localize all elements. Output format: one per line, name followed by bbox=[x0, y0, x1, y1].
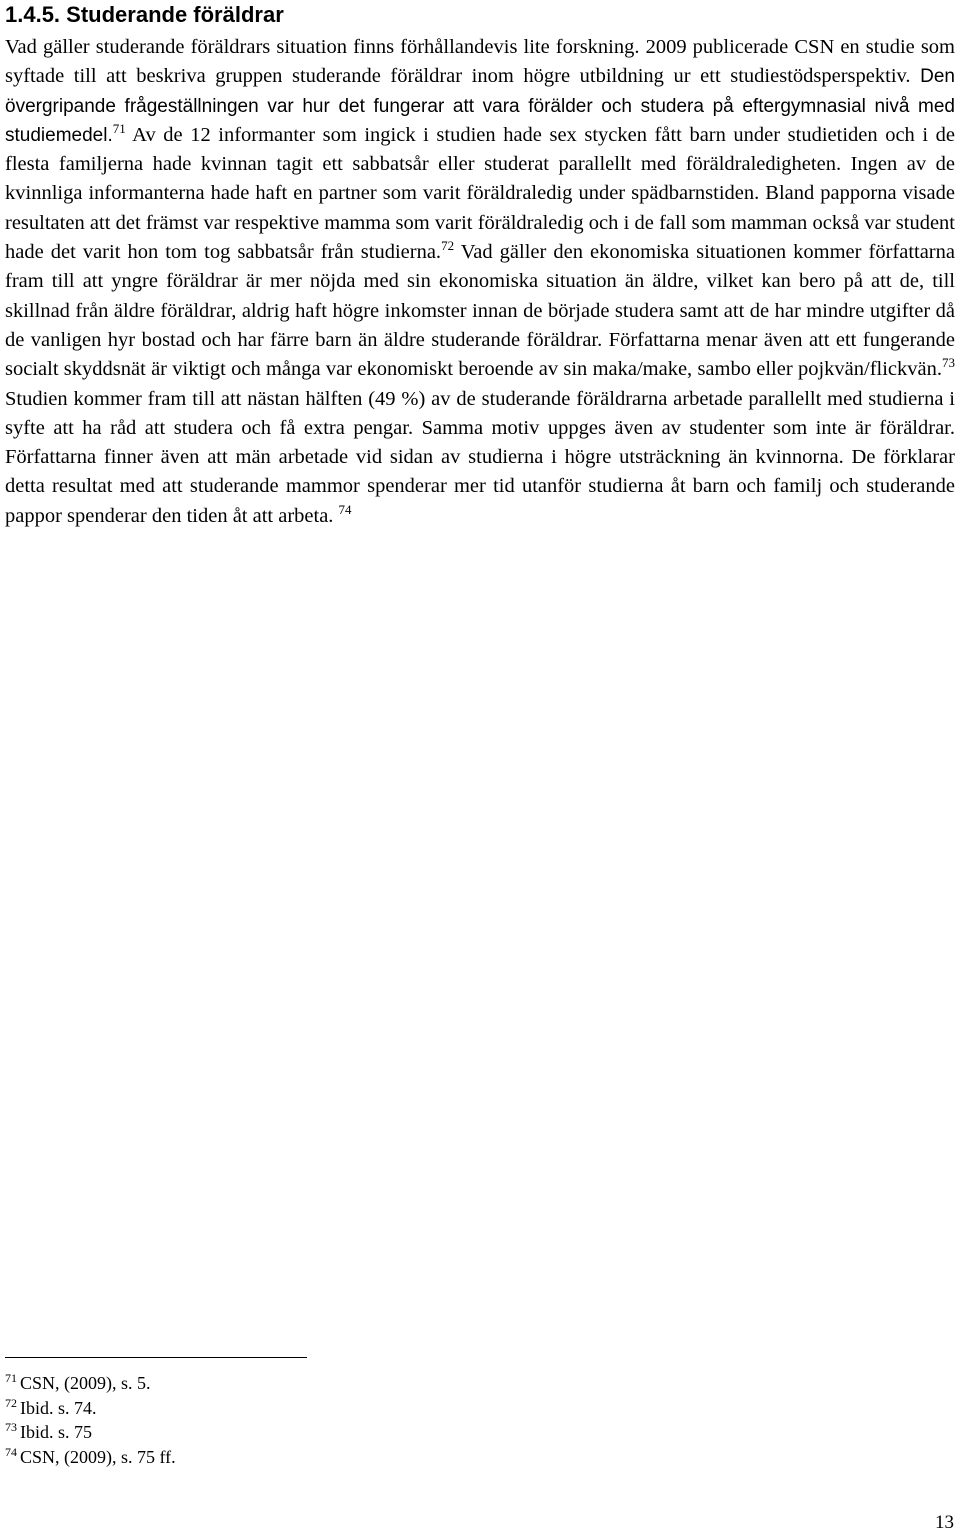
paragraph-text: Vad gäller studerande föräldrars situation finns förhållandevis lite forskning. 2009 publicerade CSN en studie som syftade till att beskriva gruppen studerande föräldrar inom högre utbildning ur ett studiestödsperspektiv. bbox=[5, 36, 955, 88]
footnote-number: 73 bbox=[5, 1420, 17, 1434]
paragraph-text: Vad gäller den ekonomiska situationen kommer författarna fram till att yngre föräldrar är mer nöjda med sin ekonomiska situation än äldre, vilket kan bero på att de, till skillnad från äldre föräldrar, aldrig haft högre inkomster innan de började studera samt att de har mindre utgifter då de vanligen hyr bostad och har färre barn än äldre studerande föräldrar. Författarna menar även att ett fungerande socialt skyddsnät är viktigt och många var ekonomiskt beroende av sin maka/make, sambo eller pojkvän/flickvän. bbox=[5, 241, 955, 381]
section-heading: 1.4.5. Studerande föräldrar bbox=[5, 2, 284, 27]
footnote-item bbox=[5, 1445, 176, 1470]
footnote-text: Ibid. s. 75 bbox=[20, 1422, 92, 1442]
footnote-number: 71 bbox=[5, 1371, 17, 1385]
footnote-number: 74 bbox=[5, 1444, 17, 1459]
paragraph-text: Av de 12 informanter som ingick i studien hade sex stycken fått barn under studietiden och i de flesta familjerna hade kvinnan tagit ett sabbatsår eller studerat parallellt med föräldraledigheten. Ingen av de kvinnliga informanterna hade haft en partner som varit föräldraledig under spädbarnstiden. Bland papporna visade resultaten att det främst var respektive mamma som varit föräldraledig och i de fall som mamman också var student hade det varit hon tom tog sabbatsår från studierna. bbox=[5, 123, 955, 264]
footnote-item bbox=[5, 1420, 176, 1445]
footnote-text: CSN, (2009), s. 75 ff. bbox=[20, 1446, 176, 1467]
footnote-number: 72 bbox=[5, 1395, 17, 1410]
footnote-ref[interactable]: 73 bbox=[942, 355, 955, 371]
body-paragraph bbox=[5, 33, 955, 531]
footnote-item bbox=[5, 1371, 176, 1396]
footnotes-list bbox=[5, 1371, 176, 1469]
footnote-item bbox=[5, 1396, 176, 1421]
paragraph-text: Den övergripande frågeställningen var hur det fungerar att vara förälder och studera på eftergymnasial nivå med studiemedel. bbox=[5, 66, 955, 146]
footnote-ref[interactable]: 74 bbox=[338, 501, 352, 517]
footnote-ref[interactable]: 71 bbox=[112, 120, 126, 136]
paragraph-text: Studien kommer fram till att nästan hälften (49 %) av de studerande föräldrarna arbetade parallellt med studierna i syfte att ha råd att studera och få extra pengar. Samma motiv uppges även av studenter som inte är föräldrar. Författarna finner även att män arbetade vid sidan av studierna i högre utsträckning än kvinnorna. De förklarar detta resultat med att studerande mammor spenderar mer tid utanför studierna åt barn och familj och studerande pappor spenderar den tiden åt att arbeta. bbox=[5, 387, 955, 527]
footnote-ref[interactable]: 72 bbox=[441, 238, 455, 254]
footnote-text: Ibid. s. 74. bbox=[20, 1397, 97, 1418]
page-number: 13 bbox=[935, 1512, 954, 1533]
footnote-separator bbox=[5, 1357, 307, 1358]
footnote-text: CSN, (2009), s. 5. bbox=[20, 1373, 151, 1393]
